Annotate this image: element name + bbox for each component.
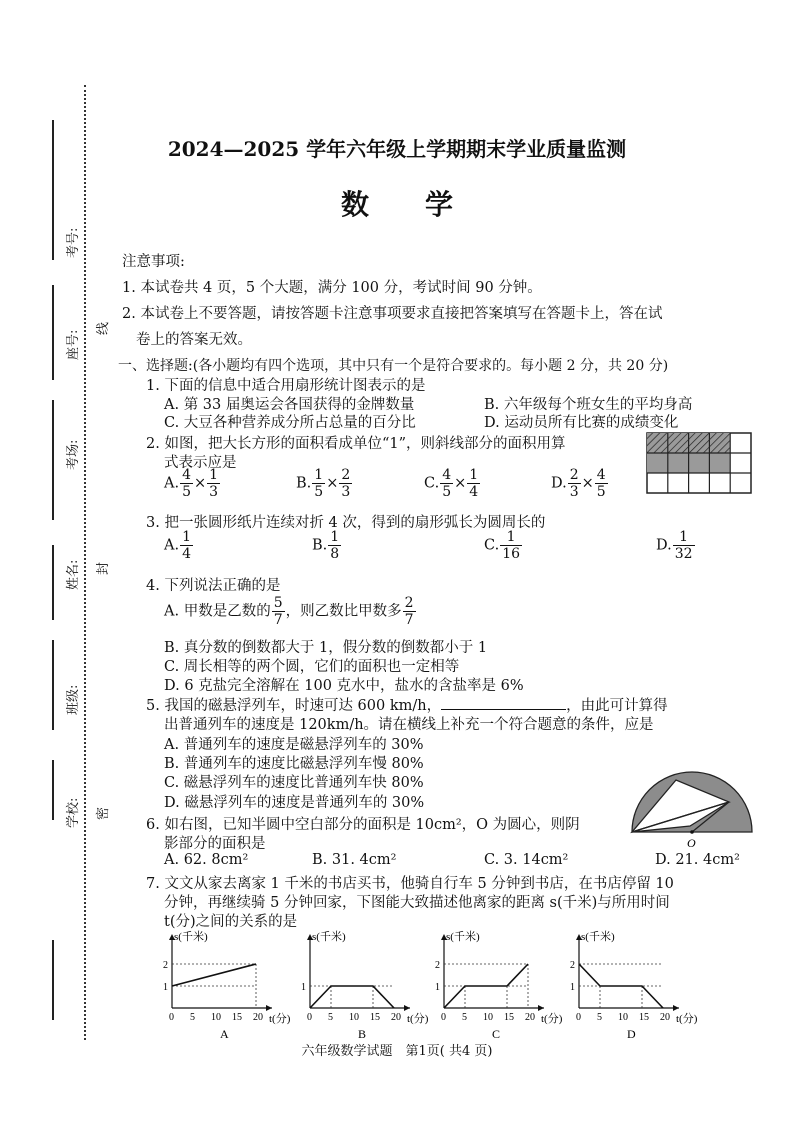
y-tick-label: 2	[570, 960, 575, 971]
q6-stem-line1: 6. 如右图，已知半圆中空白部分的面积是 10cm²，O 为圆心，则阴	[146, 817, 580, 833]
notice-item-3: 卷上的答案无效。	[136, 332, 252, 348]
x-tick-label: 0	[441, 1012, 446, 1023]
q2-a-den2: 3	[209, 484, 219, 500]
q7-chart-c	[428, 928, 563, 1052]
q5-stem-post: ，由此可计算得	[566, 698, 668, 714]
x-tick-label: 5	[190, 1012, 195, 1023]
q2-d-den1: 3	[569, 484, 579, 500]
seal-mi-label: 密	[92, 807, 111, 820]
notice-item-2: 2. 本试卷上不要答题，请按答题卡注意事项要求直接把答案填写在答题卡上，答在试	[122, 306, 663, 322]
q6-option-c: C. 3. 14cm²	[484, 852, 569, 868]
q3-d-label: D.	[656, 537, 672, 554]
series-line	[310, 986, 394, 1008]
q2-c-num1: 4	[442, 467, 452, 483]
q6-stem-line2: 影部分的面积是	[164, 836, 266, 852]
x-axis-label: t(分)	[541, 1013, 563, 1025]
q2-a-num2: 1	[209, 467, 219, 483]
q6-option-b: B. 31. 4cm²	[312, 852, 397, 868]
x-tick-label: 15	[504, 1012, 514, 1023]
x-tick-label: 20	[253, 1012, 263, 1023]
q3-c-den: 16	[502, 546, 521, 562]
x-tick-label: 5	[328, 1012, 333, 1023]
x-tick-label: 15	[370, 1012, 380, 1023]
q2-grid-figure	[646, 432, 752, 498]
series-line	[172, 964, 256, 986]
q6-center-label: O	[687, 836, 696, 850]
q2-b-label: B.	[296, 475, 312, 492]
q7-stem-line3: t(分)之间的关系的是	[164, 914, 298, 930]
q2-c-num2: 1	[469, 467, 479, 483]
q1-stem: 1. 下面的信息中适合用扇形统计图表示的是	[146, 378, 426, 394]
q2-a-op: ×	[194, 475, 207, 492]
q3-d-den: 32	[674, 546, 693, 562]
q4-option-a	[164, 596, 417, 627]
q3-a-num: 1	[182, 529, 192, 545]
q3-option-a	[164, 530, 194, 561]
q2-option-d	[551, 468, 609, 499]
q3-a-label: A.	[164, 537, 180, 554]
q2-a-label: A.	[164, 475, 180, 492]
x-axis-arrow	[538, 1005, 544, 1011]
x-axis-arrow	[404, 1005, 410, 1011]
q6-option-d: D. 21. 4cm²	[655, 852, 740, 868]
x-tick-label: 15	[232, 1012, 242, 1023]
x-tick-label: 0	[307, 1012, 312, 1023]
q7-stem-line1: 7. 文文从家去离家 1 千米的书店买书，他骑自行车 5 分钟到书店，在书店停留 10	[146, 876, 674, 892]
margin-room: 考场:	[66, 439, 81, 470]
q3-option-b	[312, 530, 342, 561]
y-tick-label: 1	[570, 982, 575, 993]
binding-dotted-line	[84, 85, 86, 1040]
x-axis-label: t(分)	[407, 1013, 429, 1025]
x-tick-label: 10	[483, 1012, 493, 1023]
q4-a-den2: 7	[404, 612, 414, 628]
q4-a-num1: 5	[273, 595, 283, 611]
y-tick-label: 1	[163, 982, 168, 993]
margin-seat-no: 座号:	[66, 329, 81, 360]
q2-option-a	[164, 468, 221, 499]
seat-no-line	[52, 285, 54, 380]
q2-a-den1: 5	[182, 484, 192, 500]
q4-a-den1: 7	[273, 612, 283, 628]
exam-title: 2024—2025 学年六年级上学期期末学业质量监测	[167, 137, 627, 161]
x-axis-arrow	[266, 1005, 272, 1011]
q5-answer-blank	[441, 697, 566, 710]
q5-option-c: C. 磁悬浮列车的速度比普通列车快 80%	[164, 775, 424, 791]
q5-stem-pre: 5. 我国的磁悬浮列车，时速可达 600 km/h，	[146, 698, 442, 714]
q2-c-den1: 5	[442, 484, 452, 500]
y-axis-label: s(千米)	[581, 931, 615, 943]
q1-option-c: C. 大豆各种营养成分所占总量的百分比	[164, 415, 416, 431]
q3-d-num: 1	[673, 530, 695, 546]
q7-chart-b	[294, 928, 429, 1052]
subject-title: 数 学	[340, 188, 453, 221]
q2-option-c	[424, 468, 481, 499]
x-axis-label: t(分)	[269, 1013, 291, 1025]
q2-b-den1: 5	[314, 484, 324, 500]
notice-item-1: 1. 本试卷共 4 页，5 个大题，满分 100 分，考试时间 90 分钟。	[122, 280, 542, 296]
q3-option-d	[656, 530, 696, 561]
x-tick-label: 10	[618, 1012, 628, 1023]
x-tick-label: 5	[597, 1012, 602, 1023]
q3-c-num: 1	[500, 530, 522, 546]
x-tick-label: 20	[660, 1012, 670, 1023]
q2-c-op: ×	[454, 475, 467, 492]
class-line	[52, 640, 54, 730]
q4-option-c: C. 周长相等的两个圆，它们的面积也一定相等	[164, 659, 460, 675]
q3-stem: 3. 把一张圆形纸片连续对折 4 次，得到的扇形弧长为圆周长的	[146, 515, 546, 531]
chart-caption: A	[220, 1027, 229, 1041]
q2-a-num1: 4	[182, 467, 192, 483]
section-1-heading: 一、选择题:(各小题均有四个选项，其中只有一个是符合要求的。每小题 2 分，共 20 分)	[118, 358, 669, 374]
chart-caption: B	[358, 1027, 367, 1041]
seal-line-label: 线	[92, 322, 111, 335]
y-tick-label: 2	[435, 960, 440, 971]
q4-option-b: B. 真分数的倒数都大于 1，假分数的倒数都小于 1	[164, 640, 488, 656]
y-tick-label: 1	[301, 982, 306, 993]
q2-c-label: C.	[424, 475, 440, 492]
y-axis-label: s(千米)	[446, 931, 480, 943]
y-tick-label: 1	[435, 982, 440, 993]
q5-stem-line1	[146, 694, 668, 715]
q5-option-a: A. 普通列车的速度是磁悬浮列车的 30%	[164, 737, 424, 753]
y-axis-label: s(千米)	[312, 931, 346, 943]
q4-a-pre: A. 甲数是乙数的	[164, 603, 271, 620]
q7-chart-d	[563, 928, 698, 1052]
q2-option-b	[296, 468, 353, 499]
q3-b-den: 8	[330, 546, 340, 562]
q2-b-num1: 1	[314, 467, 324, 483]
x-tick-label: 15	[639, 1012, 649, 1023]
x-tick-label: 20	[525, 1012, 535, 1023]
q3-option-c	[484, 530, 523, 561]
name-line	[52, 545, 54, 620]
q2-b-den2: 3	[341, 484, 351, 500]
y-tick-label: 2	[163, 960, 168, 971]
q2-stem-line1: 2. 如图，把大长方形的面积看成单位“1”，则斜线部分的面积用算	[146, 436, 566, 452]
x-tick-label: 0	[169, 1012, 174, 1023]
q2-d-label: D.	[551, 475, 567, 492]
q3-a-den: 4	[182, 546, 192, 562]
y-axis-label: s(千米)	[174, 931, 208, 943]
q6-semicircle-figure	[630, 770, 754, 854]
q4-stem: 4. 下列说法正确的是	[146, 578, 281, 594]
chart-caption: D	[627, 1027, 636, 1041]
q2-d-op: ×	[581, 475, 594, 492]
x-tick-label: 20	[391, 1012, 401, 1023]
x-axis-label: t(分)	[676, 1013, 698, 1025]
q1-option-a: A. 第 33 届奥运会各国获得的金牌数量	[164, 397, 415, 413]
room-line	[52, 400, 54, 520]
q2-d-num2: 4	[596, 467, 606, 483]
q2-b-op: ×	[326, 475, 339, 492]
q1-option-d: D. 运动员所有比赛的成绩变化	[484, 415, 679, 431]
q5-option-b: B. 普通列车的速度比磁悬浮列车慢 80%	[164, 756, 424, 772]
x-axis-arrow	[673, 1005, 679, 1011]
margin-class: 班级:	[66, 684, 81, 715]
q1-option-b: B. 六年级每个班女生的平均身高	[484, 397, 693, 413]
school-line	[52, 760, 54, 820]
notice-heading: 注意事项:	[122, 254, 185, 270]
q4-option-d: D. 6 克盐完全溶解在 100 克水中，盐水的含盐率是 6%	[164, 678, 524, 694]
q3-b-num: 1	[330, 529, 340, 545]
margin-exam-no: 考号:	[66, 227, 81, 258]
seal-seal-label: 封	[92, 562, 111, 575]
extra-line	[52, 940, 54, 1020]
x-tick-label: 0	[576, 1012, 581, 1023]
q5-option-d: D. 磁悬浮列车的速度是普通列车的 30%	[164, 795, 425, 811]
x-tick-label: 10	[211, 1012, 221, 1023]
q2-b-num2: 2	[341, 467, 351, 483]
q2-d-num1: 2	[569, 467, 579, 483]
margin-school: 学校:	[66, 797, 81, 828]
chart-caption: C	[492, 1027, 501, 1041]
q5-stem-line2: 出普通列车的速度是 120km/h。请在横线上补充一个符合题意的条件，应是	[164, 717, 654, 733]
q7-stem-line2: 分钟，再继续骑 5 分钟回家，下图能大致描述他离家的距离 s(千米)与所用时间	[164, 895, 670, 911]
margin-name: 姓名:	[66, 559, 81, 590]
x-tick-label: 10	[349, 1012, 359, 1023]
q2-stem-line2: 式表示应是	[164, 455, 237, 471]
q4-a-mid: ，则乙数比甲数多	[285, 603, 402, 620]
q3-b-label: B.	[312, 537, 328, 554]
q2-d-den2: 5	[596, 484, 606, 500]
page-footer: 六年级数学试题 第1页( 共4 页)	[301, 1044, 493, 1059]
q7-chart-a	[156, 928, 291, 1052]
q3-c-label: C.	[484, 537, 500, 554]
x-tick-label: 5	[462, 1012, 467, 1023]
q6-option-a: A. 62. 8cm²	[164, 852, 249, 868]
q2-c-den2: 4	[469, 484, 479, 500]
q4-a-num2: 2	[404, 595, 414, 611]
